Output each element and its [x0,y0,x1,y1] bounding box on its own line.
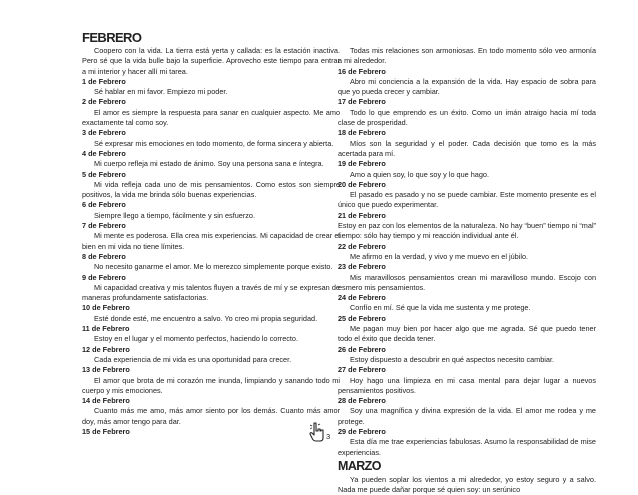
entry-date: 28 de Febrero [338,396,386,406]
entry-date: 10 de Febrero [82,303,130,313]
entry-text: Confío en mí. Sé que la vida me sustenta y me protege. [350,303,531,313]
entry-text: Cuanto más me amo, más amor siento por los demás. Cuanto más amor doy, más amor tengo para dar. [82,406,340,426]
entry [82,252,340,273]
entry-date: 1 de Febrero [82,76,126,86]
entry-text: Soy una magnífica y divina expresión de la vida. El amor me rodea y me protege. [338,406,596,426]
entry-text: Mi vida refleja cada uno de mis pensamientos. Como estos son siempre positivos, la vida me brinda sólo buenas experiencias. [82,179,340,200]
entry-text: Estoy dispuesto a descubrir en qué aspectos necesito cambiar. [350,354,555,364]
entry-text: El pasado es pasado y no se puede cambiar. Este momento presente es el único que puedo experimentar. [338,190,596,210]
next-month-title: MARZO [338,458,381,473]
entry-text: El amor que brota de mi corazón me inunda, limpiando y sanando todo mi cuerpo y mis emociones. [82,375,340,395]
page-number: 3 [326,432,331,441]
entry-date: 29 de Febrero [338,426,386,436]
entry-text: Mi mente es poderosa. Ella crea mis experiencias. Mi capacidad de crear el bien en mi vida no tiene límites. [82,231,340,251]
entry [338,211,596,242]
left-column [82,30,340,437]
entry-date: 5 de Febrero [82,169,126,179]
next-month-intro: Ya pueden soplar los vientos a mi alrededor, yo estoy seguro y a salvo. Nada me puede dañar porque sé quien soy: un serúnico [338,474,596,495]
entry [338,345,596,366]
entry [338,67,596,98]
entry [338,97,596,128]
entry [338,427,596,458]
month-title: FEBRERO [82,30,142,45]
entry-text: Todo lo que emprendo es un éxito. Como un imán atraigo hacia mí toda clase de prosperidad. [338,107,596,128]
entry-text: Hoy hago una limpieza en mi casa mental para dejar lugar a nuevos pensamientos positivos. [338,375,596,395]
page-footer [309,422,330,442]
entry [338,293,596,314]
entry-date: 11 de Febrero [82,324,130,334]
entry [338,396,596,427]
entry [338,314,596,345]
entry [338,365,596,396]
entry [82,303,340,324]
entry-list [82,77,340,437]
entry-date: 25 de Febrero [338,313,386,323]
entry-date: 16 de Febrero [338,66,386,76]
entry-text: No necesito ganarme el amor. Me lo merezco simplemente porque existo. [94,262,333,272]
entry-date: 24 de Febrero [338,293,386,303]
entry [338,159,596,180]
entry-date: 21 de Febrero [338,210,386,220]
entry [82,170,340,201]
entry-date: 8 de Febrero [82,251,126,261]
entry-text: Esta día me trae experiencias fabulosas. Asumo la responsabilidad de mise experiencias. [338,437,596,457]
entry-text: Siempre llego a tiempo, fácilmente y sin esfuerzo. [94,210,256,220]
month-intro: Coopero con la vida. La tierra está yerta y callada: es la estación inactiva. Pero sé que la vida bulle bajo la superficie. Aprovecho este tiempo para entrar a mi interior y hacer allí mi tarea. [82,46,340,76]
entry-text: Esté donde esté, me encuentro a salvo. Yo creo mi propia seguridad. [94,313,318,323]
entry-date: 26 de Febrero [338,344,386,354]
entry-date: 19 de Febrero [338,159,386,169]
entry-text: Amo a quien soy, lo que soy y lo que hago. [350,169,490,179]
entry-date: 2 de Febrero [82,97,126,107]
entry [82,273,340,304]
entry-date: 23 de Febrero [338,262,386,272]
entry [82,97,340,128]
entry-date: 18 de Febrero [338,128,386,138]
entry-date: 27 de Febrero [338,365,386,375]
entry-date: 15 de Febrero [82,426,130,436]
entry [338,128,596,159]
entry-date: 9 de Febrero [82,272,126,282]
entry-text: Mi cuerpo refleja mi estado de ánimo. Soy una persona sana e íntegra. [94,159,324,169]
entry-text: Estoy en paz con los elementos de la naturaleza. No hay “buen” tiempo ni “mal” tiempo: sólo hay tiempo y mi reacción individual ante él. [338,221,596,241]
continuation-paragraph: Todas mis relaciones son armoniosas. En todo momento sólo veo armonía a mi alrededor. [338,46,596,66]
entry [338,180,596,211]
entry [82,324,340,345]
entry-date: 7 de Febrero [82,221,126,231]
entry-date: 6 de Febrero [82,200,126,210]
entry [82,427,340,437]
entry [82,396,340,427]
entry-text: Sé hablar en mi favor. Empiezo mi poder. [94,87,228,97]
entry-date: 13 de Febrero [82,365,130,375]
entry-text: Sé expresar mis emociones en todo momento, de forma sincera y abierta. [94,138,334,148]
entry-date: 22 de Febrero [338,241,386,251]
entry-text: Estoy en el lugar y el momento perfectos, haciendo lo correcto. [94,334,299,344]
entry [82,200,340,221]
entry [82,149,340,170]
entry-text: El amor es siempre la respuesta para sanar en cualquier aspecto. Me amo exactamente tal como soy. [82,107,340,128]
entry-text: Mi capacidad creativa y mis talentos fluyen a través de mí y se expresan de maneras profundamente satisfactorias. [82,282,340,303]
entry-date: 17 de Febrero [338,97,386,107]
entry-text: Me pagan muy bien por hacer algo que me agrada. Sé que puedo tener todo el éxito que decida tener. [338,324,596,344]
entry-date: 4 de Febrero [82,148,126,158]
entry-text: Míos son la seguridad y el poder. Cada decisión que tomo es la más acertada para mí. [338,138,596,158]
entry [82,345,340,366]
entry [338,262,596,293]
entry [338,242,596,263]
entry-text: Cada experiencia de mi vida es una oportunidad para crecer. [94,354,292,364]
entry-text: Abro mi conciencia a la expansión de la vida. Hay espacio de sobra para que yo pueda crecer y cambiar. [338,76,596,97]
entry [82,77,340,98]
entry-date: 12 de Febrero [82,344,130,354]
pointing-hand-icon [309,422,325,442]
right-column [338,46,596,495]
entry-text: Me afirmo en la verdad, y vivo y me muevo en el júbilo. [350,251,529,261]
entry [82,128,340,149]
entry-text: Mis maravillosos pensamientos crean mi maravilloso mundo. Escojo con esmero mis pensamientos. [338,272,596,292]
entry-date: 20 de Febrero [338,179,386,189]
entry [82,221,340,252]
entry [82,365,340,396]
entry-date: 3 de Febrero [82,128,126,138]
entry-date: 14 de Febrero [82,396,130,406]
entry-list [338,67,596,458]
